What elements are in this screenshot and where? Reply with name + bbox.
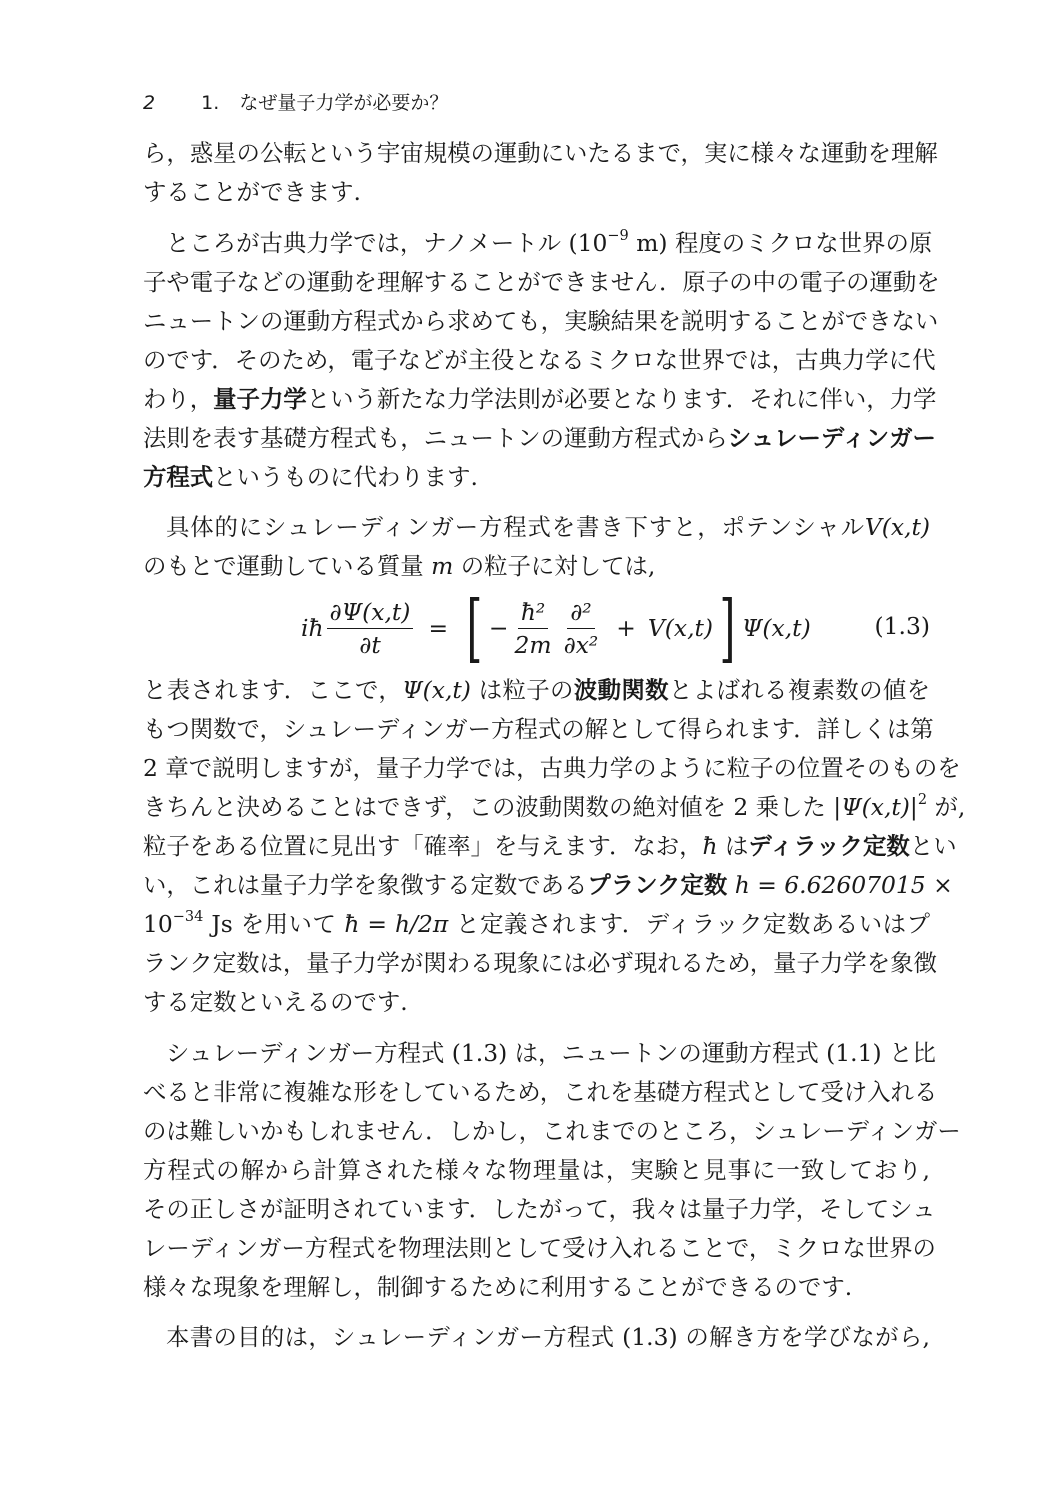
text-line: その正しさが証明されています．したがって，我々は量子力学，そしてシュ [143, 1195, 936, 1223]
page-number: 2 [143, 92, 156, 114]
text-line: することができます. [143, 178, 361, 206]
text-line: 本書の目的は，シュレーディンガー方程式 (1.3) の解き方を学びながら, [166, 1323, 930, 1351]
text-line: ニュートンの運動方程式から求めても，実験結果を説明することができない [143, 307, 939, 335]
term-wave-function: 波動関数 [573, 676, 669, 704]
text-line: 法則を表す基礎方程式も，ニュートンの運動方程式からシュレーディンガー [143, 424, 936, 452]
running-header [143, 88, 448, 115]
text-line: もつ関数で，シュレーディンガー方程式の解として得られます．詳しくは第 [143, 715, 934, 743]
text-line: レーディンガー方程式を物理法則として受け入れることで，ミクロな世界の [143, 1234, 936, 1262]
text-line: 方程式の解から計算された様々な物理量は，実験と見事に一致しており, [143, 1156, 930, 1184]
equation-number: (1.3) [874, 612, 930, 640]
text-line: シュレーディンガー方程式 (1.3) は，ニュートンの運動方程式 (1.1) と比 [166, 1039, 936, 1067]
text-line: ら，惑星の公転という宇宙規模の運動にいたるまで，実に様々な運動を理解 [143, 139, 938, 167]
text-line: のもとで運動している質量 m の粒子に対しては, [143, 552, 656, 580]
term-schrodinger: シュレーディンガー [727, 424, 936, 452]
text-line: のは難しいかもしれません．しかし，これまでのところ，シュレーディンガー [143, 1117, 961, 1145]
text-line: 方程式というものに代わります. [143, 463, 478, 491]
text-line: と表されます．ここで，Ψ(x,t) は粒子の波動関数とよばれる複素数の値を [143, 676, 931, 704]
term-dirac-constant: ディラック定数 [748, 832, 910, 860]
text-line: する定数といえるのです. [143, 988, 408, 1016]
text-line: 粒子をある位置に見出す「確率」を与えます．なお，ħ はディラック定数とい [143, 832, 957, 860]
text-line: $10^{-34}$ Js を用いて ħ = h/2π と定義されます．ディラック定数あるいはプ [143, 909, 930, 938]
text-line: べると非常に複雑な形をしているため，これを基礎方程式として受け入れる [143, 1078, 938, 1106]
text-line: い，これは量子力学を象徴する定数であるプランク定数 h = 6.62607015 × [143, 871, 953, 899]
text-line: 様々な現象を理解し，制御するために利用することができるのです. [143, 1273, 853, 1301]
term-planck-constant: プランク定数 [587, 871, 728, 899]
text-line: 具体的にシュレーディンガー方程式を書き下すと，ポテンシャルV(x,t) [166, 513, 930, 541]
text-line: わり，量子力学という新たな力学法則が必要となります．それに伴い，力学 [143, 385, 937, 413]
schrodinger-equation: iħ $\frac{\partial\Psi(x,t)}{\partial t}$ = [ − $\frac{\text{ħ²}}{2m}$ $\frac{\text{∂²}}{\text{∂x²}}$ + V(x,t) ] Ψ(x,t) (1.3) [301, 585, 930, 671]
term-quantum-mechanics: 量子力学 [213, 385, 307, 413]
text-line: のです．そのため，電子などが主役となるミクロな世界では，古典力学に代 [143, 346, 936, 374]
text-line: きちんと決めることはできず，この波動関数の絶対値を 2 乗した $|\Psi(x,t)|^2$ が, [143, 792, 966, 821]
chapter-title: なぜ量子力学が必要か？ [239, 92, 449, 114]
text-line: 2 章で説明しますが，量子力学では，古典力学のように粒子の位置そのものを [143, 754, 961, 782]
chapter-number: 1. [201, 92, 220, 114]
text-line: ところが古典力学では，ナノメートル ($10^{-9}$ m) 程度のミクロな世界の原 [166, 228, 933, 257]
text-line: 子や電子などの運動を理解することができません．原子の中の電子の運動を [143, 268, 940, 296]
text-line: ランク定数は，量子力学が関わる現象には必ず現れるため，量子力学を象徴 [143, 949, 937, 977]
